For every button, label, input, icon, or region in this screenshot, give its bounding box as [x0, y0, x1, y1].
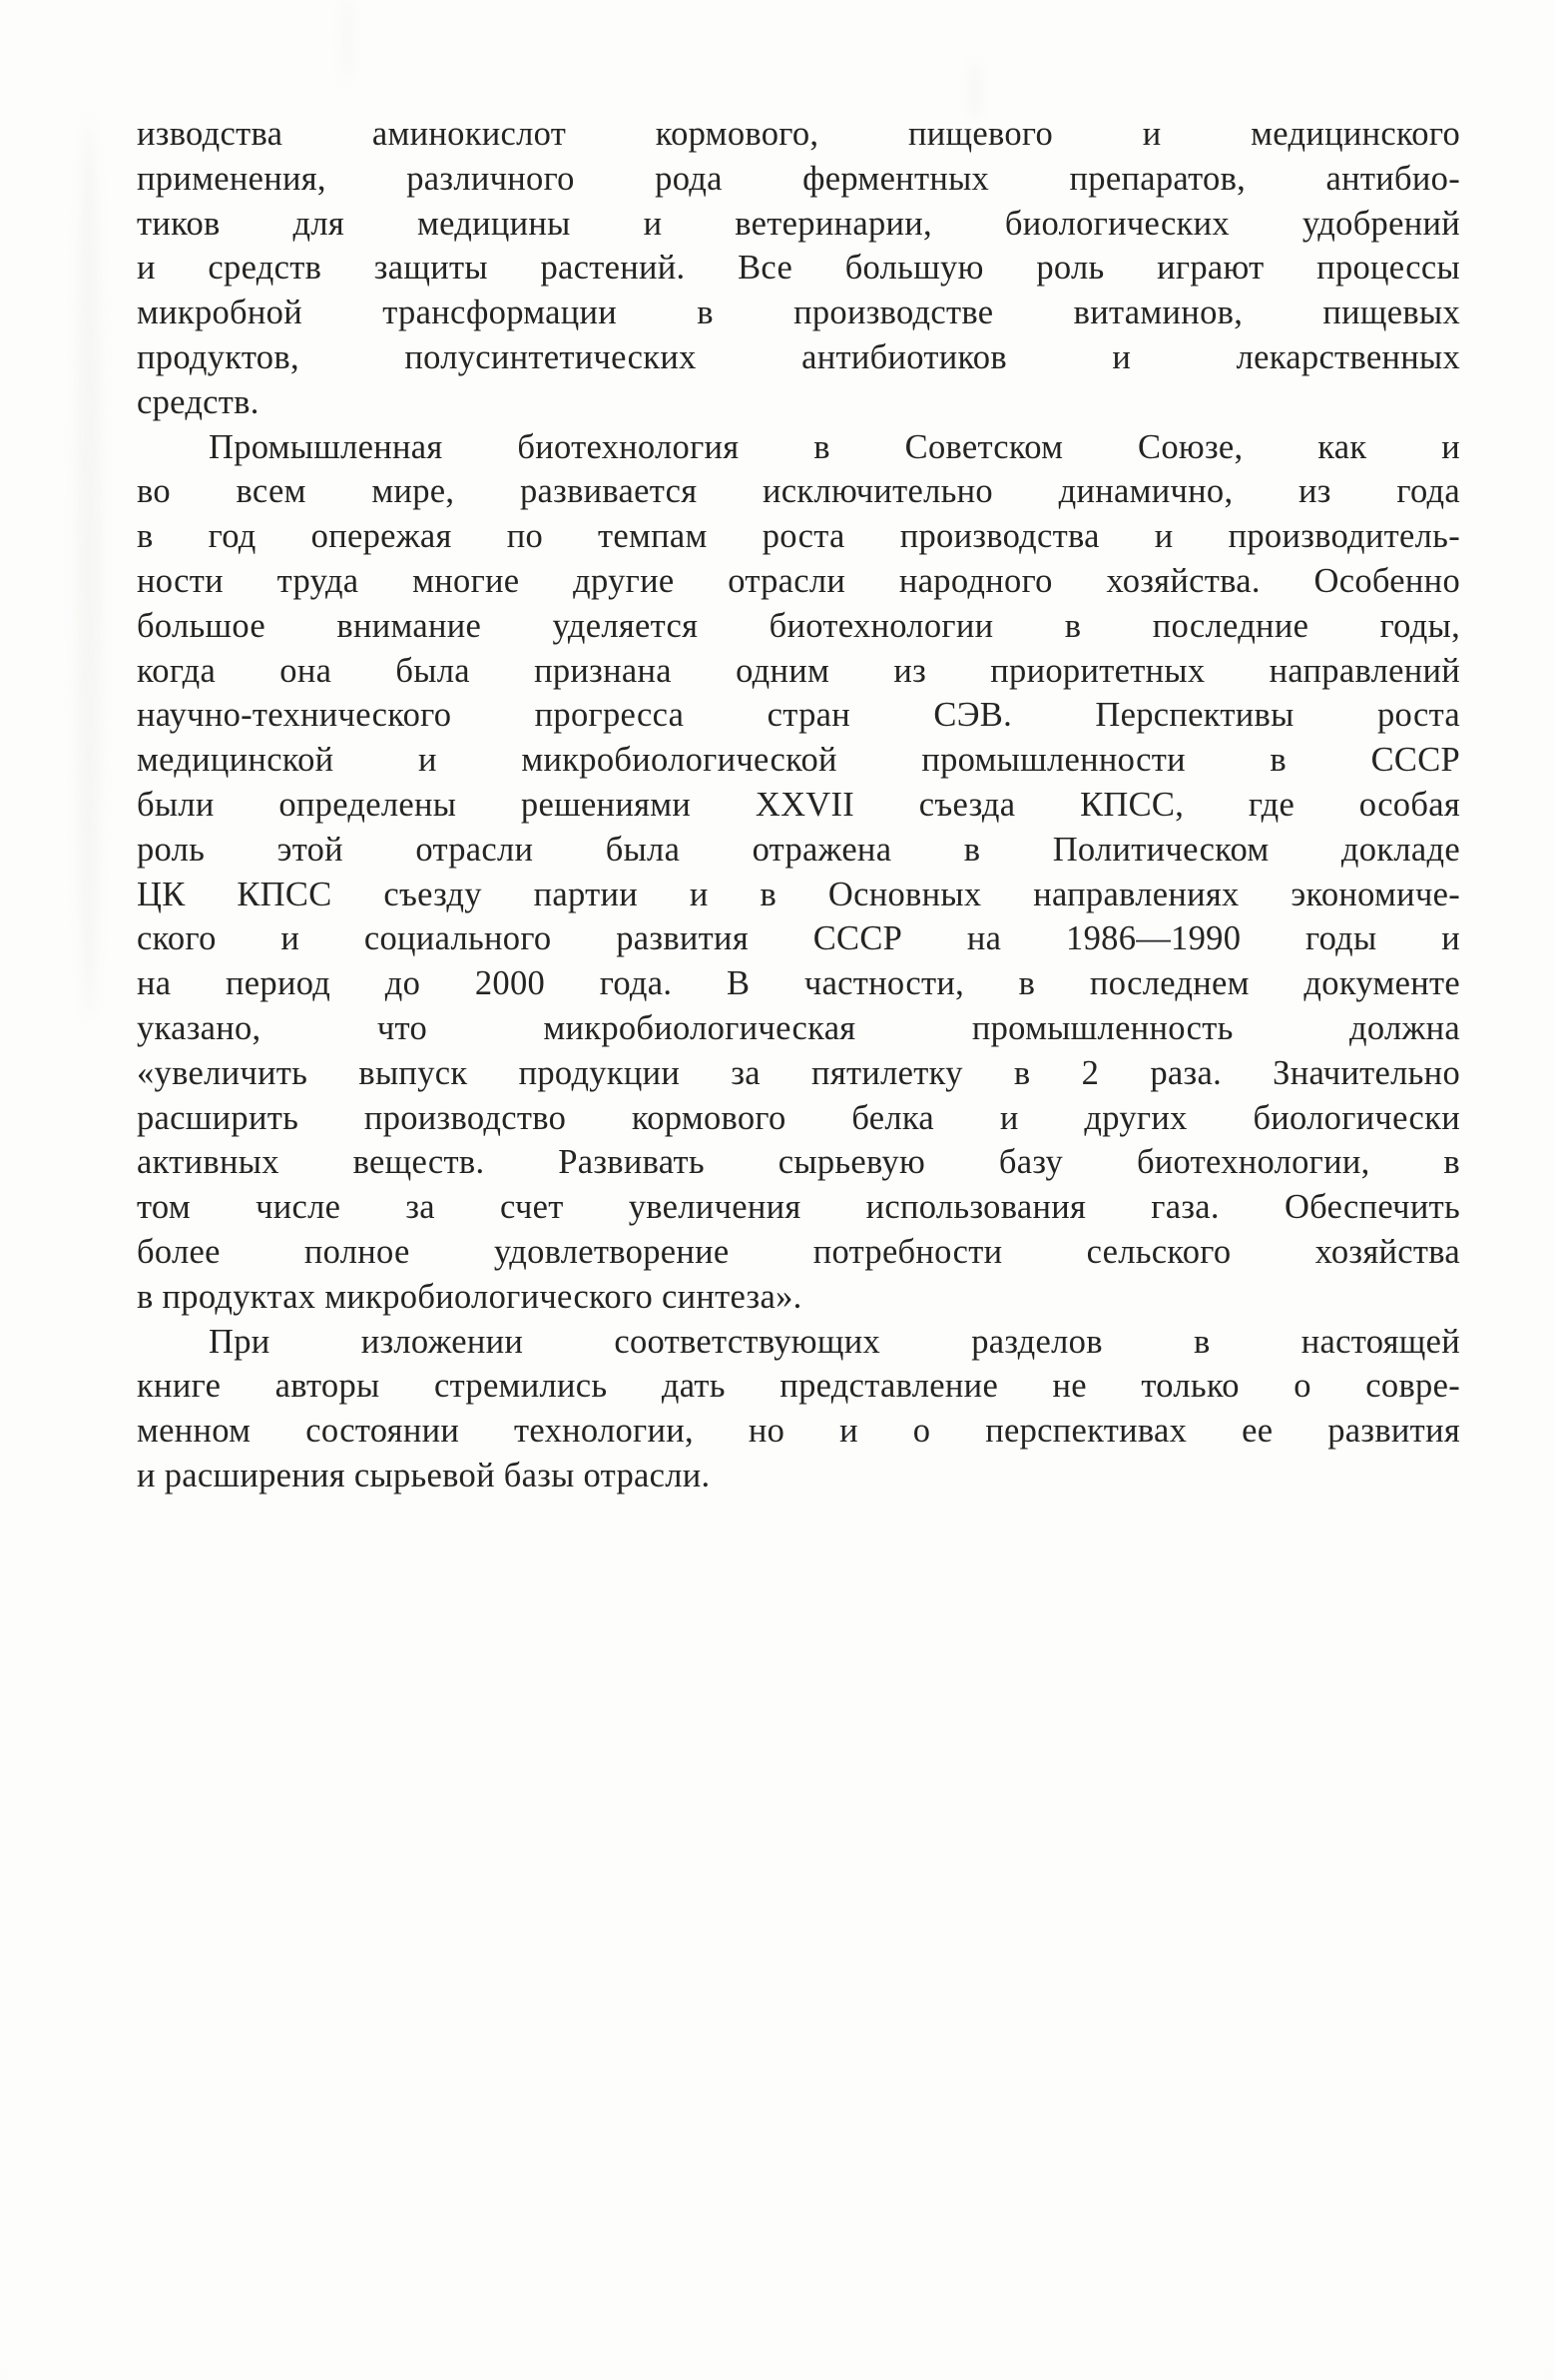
text-line: во всем мире, развивается исключительно динамично, из года: [137, 472, 1460, 511]
text-line: расширить производство кормового белка и других биологически: [137, 1098, 1460, 1137]
text-line: на период до 2000 года. В частности, в последнем документе: [137, 964, 1460, 1003]
text-line: применения, различного рода ферментных препаратов, антибио-: [137, 159, 1460, 198]
text-line: и расширения сырьевой базы отрасли.: [137, 1456, 711, 1494]
text-line: средств.: [137, 382, 259, 421]
text-line: Промышленная биотехнология в Советском Союзе, как и: [209, 427, 1460, 466]
text-line: продуктов, полусинтетических антибиотиков и лекарственных: [137, 337, 1460, 376]
scan-smudge: [970, 60, 980, 120]
text-line: активных веществ. Развивать сырьевую базу биотехнологии, в: [137, 1143, 1460, 1182]
text-line: том числе за счет увеличения использования газа. Обеспечить: [137, 1188, 1460, 1227]
text-line: в продуктах микробиологического синтеза».: [137, 1277, 802, 1316]
text-line: ского и социального развития СССР на 1986—1990 годы и: [137, 919, 1460, 958]
text-line: более полное удовлетворение потребности сельского хозяйства: [137, 1232, 1460, 1271]
scan-smudge: [345, 0, 349, 84]
text-line: научно-технического прогресса стран СЭВ. Перспективы роста: [137, 696, 1460, 735]
text-line: в год опережая по темпам роста производства и производитель-: [137, 517, 1460, 556]
text-line: ЦК КПСС съезду партии и в Основных направлениях экономиче-: [137, 875, 1460, 913]
text-line: микробной трансформации в производстве витаминов, пищевых: [137, 294, 1460, 332]
text-line: тиков для медицины и ветеринарии, биологических удобрений: [137, 204, 1460, 243]
text-line: При изложении соответствующих разделов в настоящей: [209, 1322, 1460, 1361]
text-line: медицинской и микробиологической промышленности в СССР: [137, 741, 1460, 780]
scan-smudge: [76, 120, 102, 1018]
text-line: и средств защиты растений. Все большую роль играют процессы: [137, 249, 1460, 288]
text-line: «увеличить выпуск продукции за пятилетку в 2 раза. Значительно: [137, 1053, 1460, 1092]
text-line: менном состоянии технологии, но и о перспективах ее развития: [137, 1412, 1460, 1451]
text-line: были определены решениями XXVII съезда КПСС, где особая: [137, 785, 1460, 824]
text-line: книге авторы стремились дать представление не только о совре-: [137, 1367, 1460, 1406]
text-line: ности труда многие другие отрасли народного хозяйства. Особенно: [137, 561, 1460, 600]
text-line: большое внимание уделяется биотехнологии в последние годы,: [137, 606, 1460, 645]
text-line: роль этой отрасли была отражена в Политическом докладе: [137, 830, 1460, 869]
text-line: указано, что микробиологическая промышленность должна: [137, 1008, 1460, 1047]
text-line: когда она была признана одним из приоритетных направлений: [137, 651, 1460, 690]
text-line: изводства аминокислот кормового, пищевого и медицинского: [137, 115, 1460, 153]
body-text-block: [137, 112, 1460, 1498]
